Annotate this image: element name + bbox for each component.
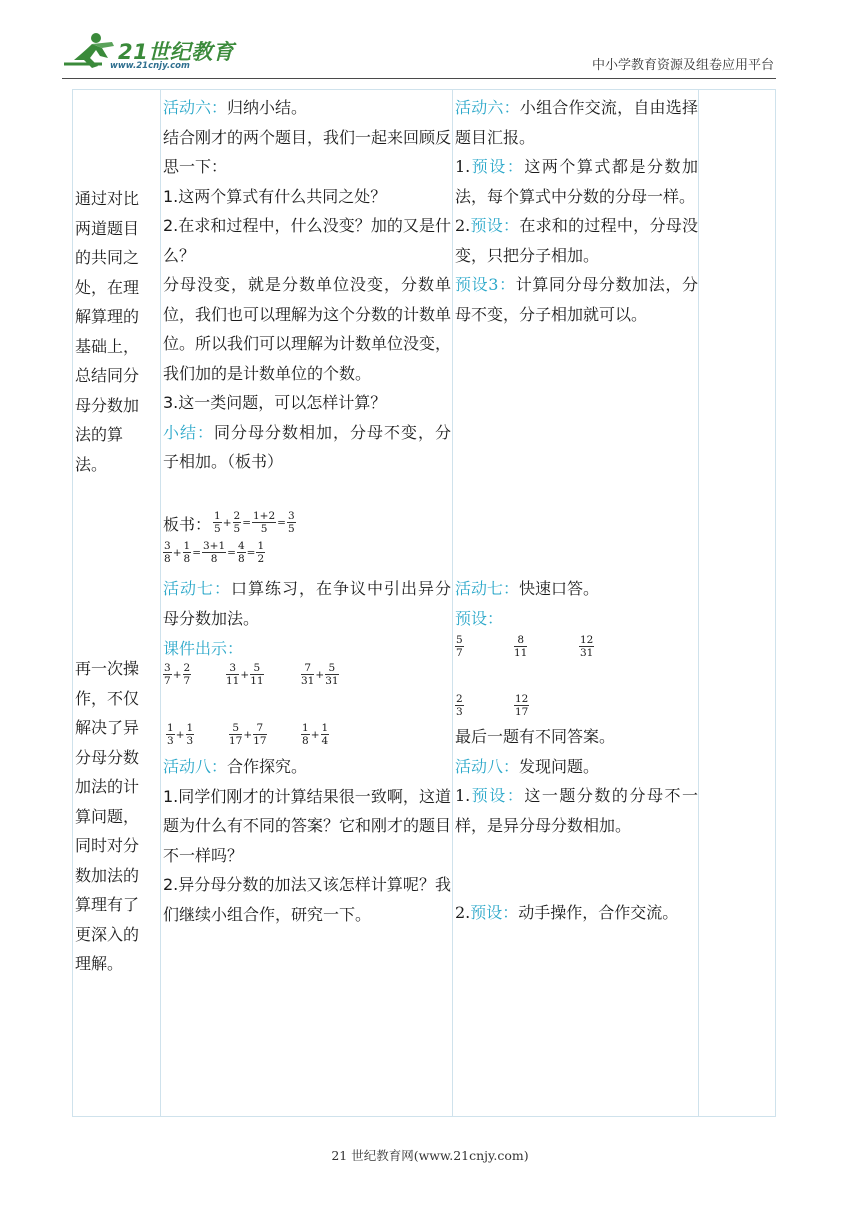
board-equation-2: $\frac{3}{8}$ + $\frac{1}{8}$ = $\frac{3+1}{8}$ = $\frac{4}{8}$ = $\frac{1}{2}$ <box>164 540 265 565</box>
column-divider <box>452 89 453 1117</box>
answer-fraction: $\frac{12}{31}$ <box>580 634 594 659</box>
answer-fraction: $\frac{2}{3}$ <box>456 693 463 718</box>
teacher-activity-6: 活动六：归纳小结。 结合刚才的两个题目，我们一起来回顾反思一下： 1.这两个算式有什么共同之处？ 2.在求和过程中，什么没变？加的又是什么？ 分母没变，就是分数单位没变，分数单位，我们也可以理解为这个分数的计数单位。所以我们可以理解为计数单位没变，我们加的是计数单位的个数。 3.这一类问题，可以怎样计算？ 小结：同分母分数相加，分母不变，分子相加。（板书） <box>163 98 452 471</box>
logo-url: www.21cnjy.com <box>110 61 190 71</box>
board-label: 板书： <box>163 515 212 534</box>
header-divider <box>62 78 776 79</box>
board-equation-1: $\frac{1}{5}$ + $\frac{2}{5}$ = $\frac{1+2}{5}$ = $\frac{3}{5}$ <box>214 510 295 535</box>
student-activity-7: 活动七：快速口答。 预设： <box>455 579 600 628</box>
student-activity-6: 活动六：小组合作交流，自由选择题目汇报。 1.预设：这两个算式都是分数加法，每个算式中分数的分母一样。 2.预设：在求和的过程中，分母没变，只把分子相加。 预设3：计算同分母分数加法，分母不变，分子相加就可以。 <box>455 98 698 324</box>
column-divider <box>698 89 699 1117</box>
answer-fraction: $\frac{12}{17}$ <box>515 693 529 718</box>
student-activity-8: 最后一题有不同答案。 活动八：发现问题。 <box>455 727 616 776</box>
platform-title: 中小学教育资源及组卷应用平台 <box>591 58 774 73</box>
drill-item: $\frac{1}{8}$ + $\frac{1}{4}$ <box>302 722 329 747</box>
drill-item: $\frac{5}{17}$ + $\frac{7}{17}$ <box>229 722 267 747</box>
drill-item: $\frac{1}{3}$ + $\frac{1}{3}$ <box>167 722 194 747</box>
teacher-activity-8: 活动八：合作探究。 1.同学们刚才的计算结果很一致啊，这道题为什么有不同的答案？它和刚才的题目不一样吗？ 2.异分母分数的加法又该怎样计算呢？我们继续小组合作，研究一下。 <box>163 757 452 924</box>
drill-item: $\frac{3}{7}$ + $\frac{2}{7}$ <box>164 662 191 687</box>
design-intent-2: 再一次操 作，不仅 解决了异 分母分数 加法的计 算问题， 同时对分 数加法的 算理有了 更深入的 理解。 <box>75 659 140 973</box>
drill-item: $\frac{7}{31}$ + $\frac{5}{31}$ <box>301 662 339 687</box>
student-finding-2: 2.预设：动手操作，合作交流。 <box>455 903 679 922</box>
column-divider <box>160 89 161 1117</box>
page-header <box>0 0 860 80</box>
answer-fraction: $\frac{8}{11}$ <box>514 634 528 659</box>
answer-fraction: $\frac{5}{7}$ <box>456 634 463 659</box>
page-footer: 21 世纪教育网(www.21cnjy.com) <box>331 1148 529 1163</box>
drill-item: $\frac{3}{11}$ + $\frac{5}{11}$ <box>226 662 264 687</box>
teacher-activity-7: 活动七：口算练习，在争议中引出异分母分数加法。 课件出示： <box>163 579 451 658</box>
student-finding-1: 1.预设：这一题分数的分母不一样，是异分母分数相加。 <box>455 786 698 835</box>
design-intent-1: 通过对比 两道题目 的共同之 处，在理 解算理的 基础上， 总结同分 母分数加 法的算 法。 <box>75 189 140 474</box>
activity-label: 活动六： <box>163 98 228 117</box>
logo-text: 21世纪教育 <box>118 40 235 64</box>
summary-label: 小结： <box>163 422 214 442</box>
